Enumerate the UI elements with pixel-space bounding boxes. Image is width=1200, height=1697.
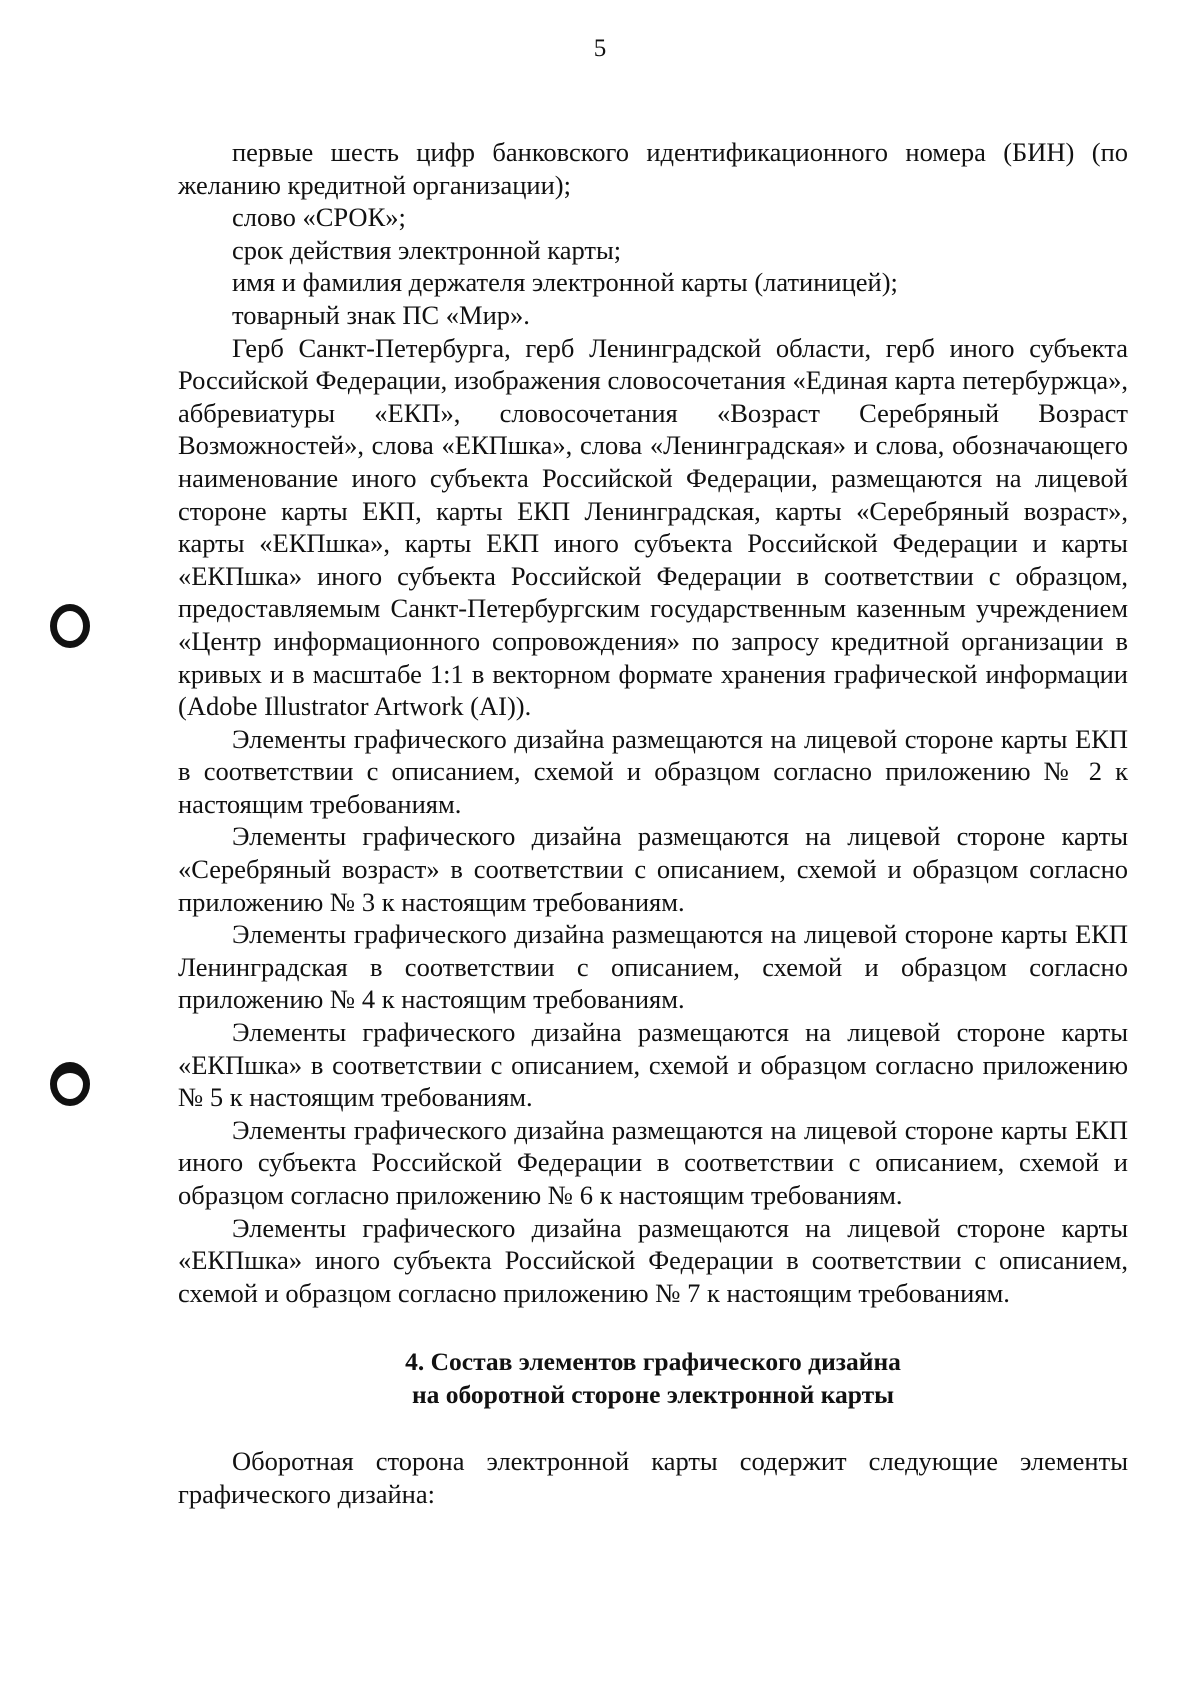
paragraph-mir-trademark: товарный знак ПС «Мир». [232, 299, 530, 330]
paragraph-appendix-5: Элементы графического дизайна размещаются на лицевой стороне карты «ЕКПшка» в соответствии с описанием, схемой и образцом согласно приложению № 5 к настоящим требованиям. [178, 1017, 1128, 1113]
binder-hole-icon [50, 1062, 90, 1106]
paragraph-appendix-2: Элементы графического дизайна размещаются на лицевой стороне карты ЕКП в соответствии с описанием, схемой и образцом согласно приложению № 2 к настоящим требованиям. [178, 723, 1128, 819]
paragraph-appendix-3: Элементы графического дизайна размещаются на лицевой стороне карты «Серебряный возраст» в соответствии с описанием, схемой и образцом согласно приложению № 3 к настоящим требованиям. [178, 821, 1128, 917]
paragraph-srok-word: слово «СРОК»; [232, 202, 406, 233]
paragraph-bin: первые шесть цифр банковского идентификационного номера (БИН) (по желанию кредитной организации); [178, 137, 1128, 200]
document-body [178, 136, 1128, 1511]
section-heading [178, 1345, 1128, 1411]
section-heading-line-2: на оборотной стороне электронной карты [411, 1380, 895, 1410]
paragraph-appendix-4: Элементы графического дизайна размещаются на лицевой стороне карты ЕКП Ленинградская в соответствии с описанием, схемой и образцом согласно приложению № 4 к настоящим требованиям. [178, 919, 1128, 1015]
section-heading-line-1: 4. Состав элементов графического дизайна [405, 1347, 901, 1377]
paragraph-card-term: срок действия электронной карты; [232, 234, 622, 265]
binder-hole-icon [50, 604, 90, 648]
paragraph-section-intro: Оборотная сторона электронной карты содержит следующие элементы графического дизайна: [178, 1446, 1128, 1509]
paragraph-coats-of-arms: Герб Санкт-Петербурга, герб Ленинградской области, герб иного субъекта Российской Федерации, изображения словосочетания «Единая карта петербуржца», аббревиатуры «ЕКП», словосочетания «Возраст Серебряный Возраст Возможностей», слова «ЕКПшка», слова «Ленинградская» и слова, обозначающего наименование иного субъекта Российской Федерации, размещаются на лицевой стороне карты ЕКП, карты ЕКП Ленинградская, карты «Серебряный возраст», карты «ЕКПшка», карты ЕКП иного субъекта Российской Федерации и карты «ЕКПшка» иного субъекта Российской Федерации в соответствии с образцом, предоставляемым Санкт-Петербургским государственным казенным учреждением «Центр информационного сопровождения» по запросу кредитной организации в кривых и в масштабе 1:1 в векторном формате хранения графической информации (Adobe Illustrator Artwork (AI)). [178, 332, 1128, 722]
paragraph-appendix-6: Элементы графического дизайна размещаются на лицевой стороне карты ЕКП иного субъекта Российской Федерации в соответствии с описанием, схемой и образцом согласно приложению № 6 к настоящим требованиям. [178, 1114, 1128, 1210]
paragraph-appendix-7: Элементы графического дизайна размещаются на лицевой стороне карты «ЕКПшка» иного субъекта Российской Федерации в соответствии с описанием, схемой и образцом согласно приложению № 7 к настоящим требованиям. [178, 1212, 1128, 1308]
paragraph-holder-name: имя и фамилия держателя электронной карты (латиницей); [232, 267, 898, 298]
page-number: 5 [593, 35, 607, 62]
